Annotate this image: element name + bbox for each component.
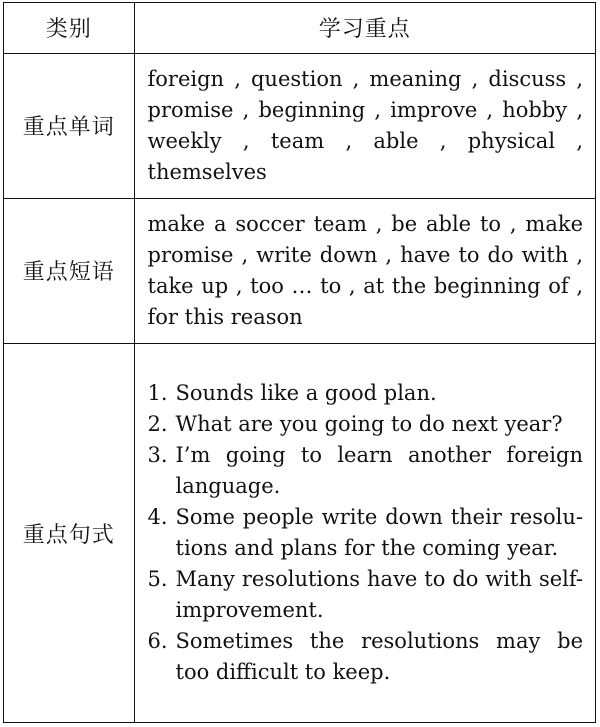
list-item [148,564,584,626]
key-words-list: foreign , question , meaning , discuss , promise , beginning , improve , hobby , weekly , team , able , physical , themselves [134,53,595,198]
sentence-number: 4. [147,505,168,530]
sentence-text: Sounds like a good plan. [175,381,437,406]
key-sentences-list [148,378,584,688]
study-focus-table-frame [3,2,596,723]
sentence-text: Some people write down their resolutions and plans for the coming year. [175,505,583,561]
header-category: 类别 [4,3,134,53]
list-item [148,409,584,440]
sentence-number: 3. [147,443,168,468]
list-item [148,626,584,688]
table-row [4,53,595,198]
category-key-sentences: 重点句式 [4,343,134,723]
table-row [4,198,595,343]
header-row [4,3,595,53]
sentence-text: Many resolutions have to do with self-improvement. [175,567,583,623]
key-phrases-list: make a soccer team , be able to , make promise , write down , have to do with , take up , too … to , at the beginning of , for this reason [134,198,595,343]
category-key-words: 重点单词 [4,53,134,198]
list-item [148,440,584,502]
key-sentences-cell [134,343,595,723]
sentence-number: 5. [147,567,168,592]
study-focus-table [4,3,595,723]
list-item [148,502,584,564]
sentence-text: Sometimes the resolutions may be too difficult to keep. [175,629,583,685]
header-focus: 学习重点 [134,3,595,53]
sentence-number: 6. [147,629,168,654]
sentence-number: 2. [147,412,168,437]
sentence-number: 1. [147,381,168,406]
category-key-phrases: 重点短语 [4,198,134,343]
sentence-text: I’m going to learn another foreign language. [175,443,583,499]
list-item [148,378,584,409]
sentence-text: What are you going to do next year? [175,412,563,437]
table-row [4,343,595,723]
